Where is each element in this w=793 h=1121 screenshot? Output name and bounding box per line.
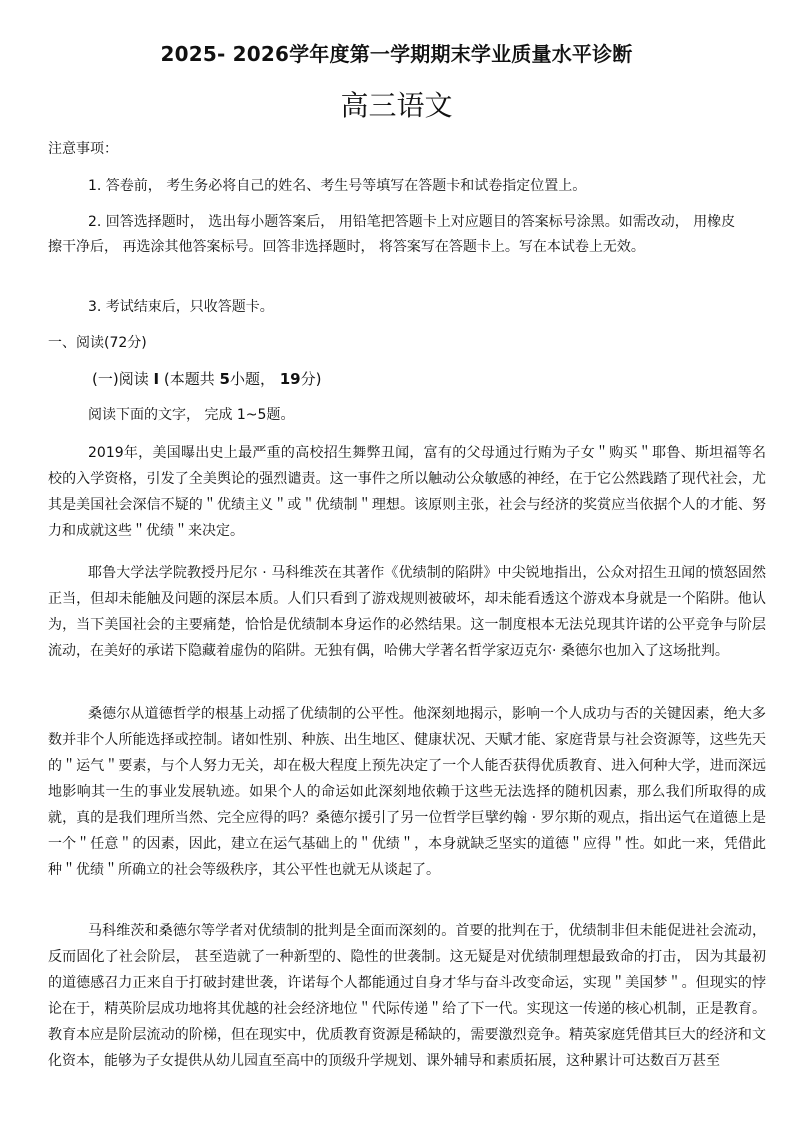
passage-paragraph-1: 2019年，美国曝出史上最严重的高校招生舞弊丑闻，富有的父母通过行贿为子女＂购买＂耶鲁、斯坦福等名校的入学资格，引发了全美舆论的强烈谴责。这一事件之所以触动公众敏感的神经，在于它公然践踏了现代社会，尤其是美国社会深信不疑的＂优绩主义＂或＂优绩制＂理想。该原则主张，社会与经济的奖赏应当依据个人的才能、努力和成就这些＂优绩＂来决定。 (48, 445, 766, 539)
passage-paragraph-2: 耶鲁大学法学院教授丹尼尔 · 马科维茨在其著作《优绩制的陷阱》中尖锐地指出，公众对招生丑闻的愤怒固然正当，但却未能触及问题的深层本质。人们只看到了游戏规则被破坏，却未能看透这个游戏本身就是一个陷阱。他认为，当下美国社会的主要痛楚，恰恰是优绩制本身运作的必然结果。这一制度根本无法兑现其许诺的公平竞争与阶层流动，在美好的承诺下隐藏着虚伪的陷阱。无独有偶，哈佛大学著名哲学家迈克尔· 桑德尔也加入了这场批判。 (48, 565, 766, 659)
passage-paragraph-4: 马科维茨和桑德尔等学者对优绩制的批判是全面而深刻的。首要的批判在于，优绩制非但未能促进社会流动，反而固化了社会阶层， 甚至造就了一种新型的、隐性的世袭制。这无疑是对优绩制理想最致命的打击， 因为其最初的道德感召力正来自于打破封建世袭，许诺每个人都能通过自身才华与奋斗改变命运，实现＂美国梦＂。但现实的悖论在于，精英阶层成功地将其优越的社会经济地位＂代际传递＂给了下一代。实现这一传递的核心机制，正是教育。教育本应是阶层流动的阶梯，但在现实中，优质教育资源是稀缺的，需要激烈竞争。精英家庭凭借其巨大的经济和文化资本，能够为子女提供从幼儿园直至高中的顶级升学规划、课外辅导和素质拓展，这种累计可达数百万甚至 (48, 923, 766, 1069)
subject-title: 高三语文 (340, 89, 453, 122)
subsection-suffix: 分) (300, 370, 322, 388)
notice-item-3: 3. 考试结束后，只收答题卡。 (88, 299, 274, 315)
section-heading: 一、阅读(72分) (48, 335, 147, 351)
subsection-unit: 小题， (229, 370, 275, 388)
subsection-prefix: (一)阅读 (92, 370, 149, 388)
passage-paragraph-3: 桑德尔从道德哲学的根基上动摇了优绩制的公平性。他深刻地揭示，影响一个人成功与否的关键因素，绝大多数并非个人所能选择或控制。诸如性别、种族、出生地区、健康状况、天赋才能、家庭背景与社会资源等，这些先天的＂运气＂要素，与个人努力无关，却在极大程度上预先决定了一个人能否获得优质教育、进入何种大学，进而深远地影响其一生的事业发展轨迹。如果个人的命运如此深刻地依赖于这些无法选择的随机因素，那么我们所取得的成就，真的是我们理所当然、完全应得的吗？桑德尔援引了另一位哲学巨擘约翰 · 罗尔斯的观点，指出运气在道德上是一个＂任意＂的因素，因此，建立在运气基础上的＂优绩＂，本身就缺乏坚实的道德＂应得＂性。如此一来，凭借此种＂优绩＂所确立的社会等级秩序，其公平性也就无从谈起了。 (48, 706, 766, 878)
notice-item-1: 1. 答卷前， 考生务必将自己的姓名、考生号等填写在答题卡和试卷指定位置上。 (88, 178, 587, 194)
notice-item-2: 2. 回答选择题时， 选出每小题答案后， 用铅笔把答题卡上对应题目的答案标号涂黑。如需改动， 用橡皮擦干净后， 再选涂其他答案标号。回答非选择题时， 将答案写在答题卡上。写在本试卷上无效。 (48, 214, 736, 255)
reading-instruction: 阅读下面的文字， 完成 1~5题。 (88, 407, 295, 423)
subsection-heading (92, 367, 321, 392)
subsection-numeral: I (153, 370, 160, 388)
subsection-mid: (本题共 (163, 370, 215, 388)
exam-title: 2025- 2026学年度第一学期期末学业质量水平诊断 (160, 42, 633, 66)
subsection-count: 5 (219, 370, 230, 388)
notice-heading: 注意事项： (48, 141, 118, 157)
subsection-score: 19 (279, 370, 301, 388)
